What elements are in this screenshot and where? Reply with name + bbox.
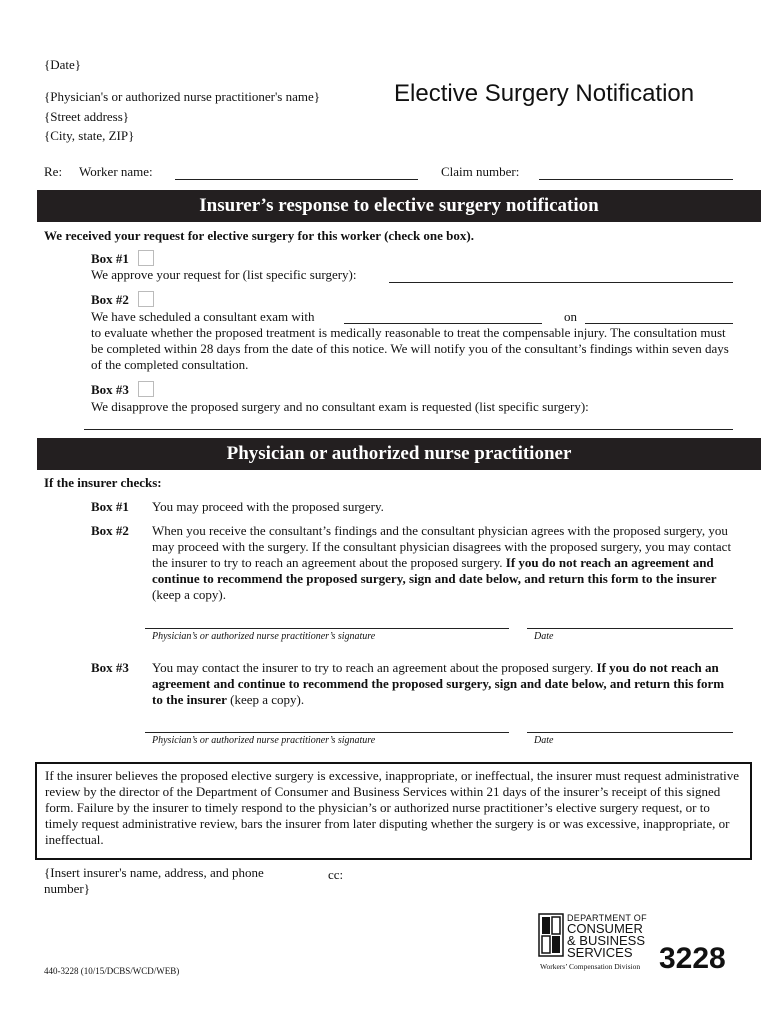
box2-date-label: Date xyxy=(534,631,554,642)
claim-number-field[interactable] xyxy=(539,179,733,180)
form-id: 440-3228 (10/15/DCBS/WCD/WEB) xyxy=(44,966,180,976)
administrative-review-notice xyxy=(35,762,752,860)
box3-date-field[interactable] xyxy=(527,732,733,733)
s1-box3-text: We disapprove the proposed surgery and no consultant exam is requested (list specific surgery): xyxy=(91,399,589,414)
disapproved-surgery-field[interactable] xyxy=(84,429,733,430)
dept-line1: DEPARTMENT OF xyxy=(567,913,647,923)
physician-heading: Physician or authorized nurse practitioner xyxy=(37,438,761,470)
box2-signature-label: Physician’s or authorized nurse practitioner’s signature xyxy=(152,631,376,642)
s2-box1-label: Box #1 xyxy=(91,499,129,514)
s1-box2-checkbox[interactable] xyxy=(138,291,154,307)
s1-box2-label: Box #2 xyxy=(91,292,129,307)
s2-box1-text: You may proceed with the proposed surgery. xyxy=(152,499,384,514)
approved-surgery-field[interactable] xyxy=(389,282,733,283)
box3-signature-field[interactable] xyxy=(145,732,509,733)
worker-name-field[interactable] xyxy=(175,179,418,180)
s1-box2-text: We have scheduled a consultant exam with xyxy=(91,309,315,324)
physician-name-placeholder: {Physician's or authorized nurse practitioner's name} xyxy=(44,89,321,104)
s2-box2-text: When you receive the consultant’s findings and the consultant physician agrees with the proposed surgery, you may proceed with the surgery. If the consultant physician disagrees with the proposed surgery, you may contact the insurer to try to reach an agreement about the proposed surgery. If you do not reach an agreement and continue to recommend the proposed surgery, sign and date below, and return this form to the insurer (keep a copy). xyxy=(152,523,732,602)
street-address-placeholder: {Street address} xyxy=(44,109,130,124)
worker-name-label: Worker name: xyxy=(79,164,153,179)
dept-line4: SERVICES xyxy=(567,945,633,960)
s2-box3-text: You may contact the insurer to try to reach an agreement about the proposed surgery. If you do not reach an agreement and continue to recommend the proposed surgery, sign and date below, and return this form to the insurer (keep a copy). xyxy=(152,660,725,707)
s1-box3-label: Box #3 xyxy=(91,382,129,397)
cc-label: cc: xyxy=(328,867,344,882)
form-number: 3228 xyxy=(659,942,726,975)
box3-date-label: Date xyxy=(534,735,554,746)
s1-box1-checkbox[interactable] xyxy=(138,250,154,266)
date-placeholder: {Date} xyxy=(44,57,82,72)
city-state-zip-placeholder: {City, state, ZIP} xyxy=(44,128,135,143)
s2-box2-label: Box #2 xyxy=(91,523,129,538)
division-name: Workers’ Compensation Division xyxy=(540,962,641,971)
claim-number-label: Claim number: xyxy=(441,164,520,179)
section1-intro: We received your request for elective surgery for this worker (check one box). xyxy=(44,228,474,243)
box2-date-field[interactable] xyxy=(527,628,733,629)
s1-box3-checkbox[interactable] xyxy=(138,381,154,397)
insurer-info-placeholder: {Insert insurer's name, address, and phone number} xyxy=(44,865,264,896)
s1-box1-label: Box #1 xyxy=(91,251,129,266)
box2-signature-field[interactable] xyxy=(145,628,509,629)
dcbs-wordmark xyxy=(567,914,647,959)
s1-box1-text: We approve your request for (list specific surgery): xyxy=(91,267,357,282)
s2-box3-label: Box #3 xyxy=(91,660,129,675)
s1-box2-on: on xyxy=(564,309,577,324)
dept-line3: & BUSINESS xyxy=(567,933,646,948)
re-label: Re: xyxy=(44,164,63,179)
insurer-response-heading: Insurer’s response to elective surgery notification xyxy=(37,190,761,222)
consultant-name-field[interactable] xyxy=(344,323,542,324)
consultant-date-field[interactable] xyxy=(585,323,733,324)
section2-intro: If the insurer checks: xyxy=(44,475,162,490)
notice-text: If the insurer believes the proposed elective surgery is excessive, inappropriate, or ineffectual, the insurer must request administrative review by the director of the Department of Consumer and Business Services within 21 days of the insurer’s receipt of this signed form. Failure by the insurer to timely respond to the physician’s or authorized nurse practitioner’s elective surgery request, or to timely request administrative review, bars the insurer from later disputing whether the surgery is or was excessive, inappropriate, or ineffectual. xyxy=(45,768,740,847)
oregon-dcbs-logo-icon xyxy=(538,913,564,957)
dept-line2: CONSUMER xyxy=(567,921,643,936)
box3-signature-label: Physician’s or authorized nurse practitioner’s signature xyxy=(152,735,376,746)
s1-box2-paragraph: to evaluate whether the proposed treatment is medically reasonable to treat the compensable injury. The consultation must be completed within 28 days from the date of this notice. We will notify you of the consultant’s findings within seven days of the completed consultation. xyxy=(91,325,729,372)
dcbs-logo-mark xyxy=(538,913,564,957)
form-title: Elective Surgery Notification xyxy=(394,80,695,107)
